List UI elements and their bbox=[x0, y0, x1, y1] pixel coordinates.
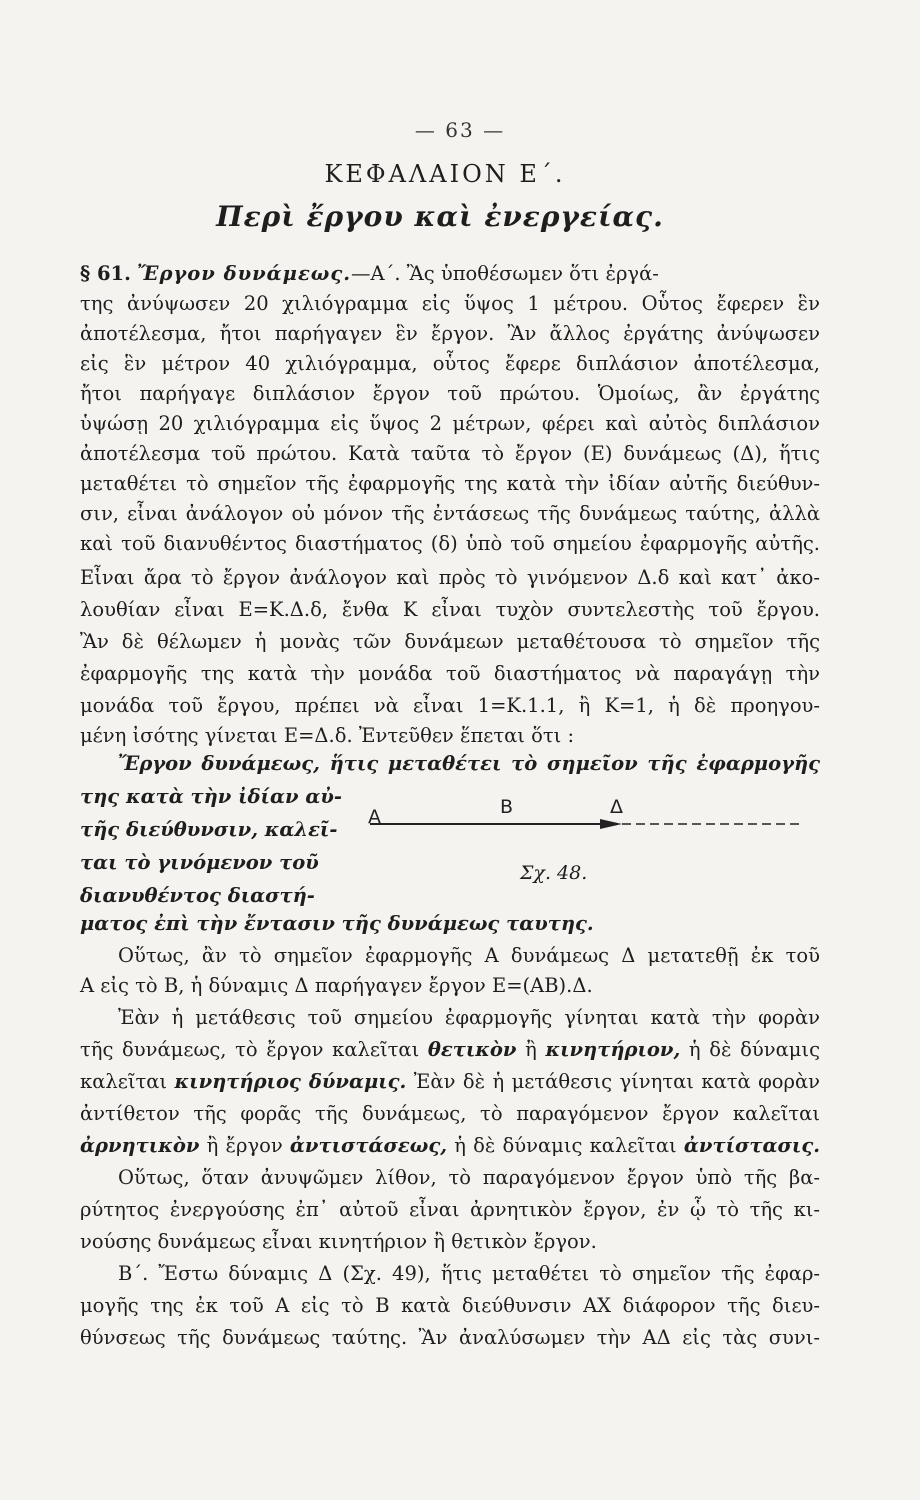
paragraph-line: ἐφαρμογῆς της κατὰ τὴν μονάδα τοῦ διαστήματος νὰ παραγάγῃ τὴν bbox=[80, 662, 820, 685]
definition-line: διανυθέντος διαστή- bbox=[80, 884, 315, 907]
paragraph-line: ὑψώσῃ 20 χιλιόγραμμα εἰς ὕψος 2 μέτρων, φέρει καὶ αὐτὸς διπλάσιον bbox=[80, 412, 820, 435]
page-title: Περὶ ἔργου καὶ ἐνεργείας. bbox=[216, 200, 664, 233]
paragraph-line: τῆς δυνάμεως, τὸ ἔργον καλεῖται θετικὸν ἢ κινητήριον, ἡ δὲ δύναμις bbox=[80, 1038, 820, 1061]
chapter-heading: ΚΕΦΑΛΑΙΟΝ Ε΄. bbox=[324, 160, 566, 188]
point-label-a: Α bbox=[368, 806, 381, 828]
paragraph-line: καλεῖται κινητήριος δύναμις. Ἐὰν δὲ ἡ μετάθεσις γίνηται κατὰ φορὰν bbox=[80, 1070, 821, 1093]
term-resistance-work: ἀντιστάσεως, bbox=[289, 1134, 447, 1157]
paragraph-line: μένη ἰσότης γίνεται Ε=Δ.δ. Ἐντεῦθεν ἕπεται ὅτι : bbox=[80, 724, 575, 747]
paragraph-line: εἰς ἓν μέτρον 40 χιλιόγραμμα, οὗτος ἔφερε διπλάσιον ἀποτέλεσμα, bbox=[80, 352, 820, 375]
definition-line: Ἔργον δυνάμεως, ἥτις μεταθέτει τὸ σημεῖον τῆς ἐφαρμογῆς bbox=[118, 752, 820, 775]
paragraph-line: ρύτητος ἐνεργούσης ἐπ᾿ αὐτοῦ εἶναι ἀρνητικὸν ἔργον, ἐν ᾧ τὸ τῆς κι- bbox=[80, 1198, 820, 1221]
page-number: — 63 — bbox=[414, 118, 506, 142]
paragraph-line: Ἂν δὲ θέλωμεν ἡ μονὰς τῶν δυνάμεων μεταθέτουσα τὸ σημεῖον τῆς bbox=[80, 630, 820, 653]
point-label-d: Δ bbox=[610, 796, 623, 818]
section-number: § 61. bbox=[80, 262, 131, 285]
paragraph-line: ἀρνητικὸν ἢ ἔργον ἀντιστάσεως, ἡ δὲ δύναμις καλεῖται ἀντίστασις. bbox=[80, 1134, 820, 1157]
definition-line: τῆς διεύθυνσιν, καλεῖ- bbox=[80, 818, 338, 841]
term-negative: ἀρνητικὸν bbox=[80, 1134, 200, 1157]
paragraph-line: μεταθέτει τὸ σημεῖον τῆς ἐφαρμογῆς της κατὰ τὴν ἰδίαν αὐτῆς διεύθυν- bbox=[80, 472, 820, 495]
paragraph-line: Εἶναι ἄρα τὸ ἔργον ἀνάλογον καὶ πρὸς τὸ γινόμενον Δ.δ καὶ κατ᾿ ἀκο- bbox=[80, 566, 820, 589]
paragraph-line: Β΄. Ἔστω δύναμις Δ (Σχ. 49), ἥτις μεταθέτει τὸ σημεῖον τῆς ἐφαρ- bbox=[118, 1262, 820, 1285]
definition-line: ματος ἐπὶ τὴν ἔντασιν τῆς δυνάμεως ταυτης. bbox=[80, 912, 594, 935]
arrow-head-icon bbox=[600, 819, 622, 829]
section-heading-tail: —Α΄. Ἂς ὑποθέσωμεν ὅτι ἐργά- bbox=[351, 262, 659, 285]
term-positive: θετικὸν bbox=[427, 1038, 517, 1061]
paragraph-line: μονάδα τοῦ ἔργου, πρέπει νὰ εἶναι 1=Κ.1.1, ἢ Κ=1, ἡ δὲ προηγου- bbox=[80, 694, 820, 717]
force-arrow-diagram bbox=[360, 800, 810, 860]
definition-line: ται τὸ γινόμενον τοῦ bbox=[80, 851, 319, 874]
paragraph-line: θύνσεως τῆς δυνάμεως ταύτης. Ἂν ἀναλύσωμεν τὴν ΑΔ εἰς τὰς συνι- bbox=[80, 1326, 820, 1349]
definition-line: της κατὰ τὴν ἰδίαν αὐ- bbox=[80, 785, 342, 808]
section-heading: Ἔργον δυνάμεως. bbox=[137, 262, 352, 285]
paragraph-line: Α εἰς τὸ Β, ἡ δύναμις Δ παρήγαγεν ἔργον Ε=(ΑΒ).Δ. bbox=[80, 974, 593, 997]
paragraph-line: ἀποτέλεσμα, ἤτοι παρήγαγεν ἓν ἔργον. Ἂν ἄλλος ἐργάτης ἀνύψωσεν bbox=[80, 322, 820, 345]
paragraph-line: ἀντίθετον τῆς φορᾶς τῆς δυνάμεως, τὸ παραγόμενον ἔργον καλεῖται bbox=[80, 1102, 820, 1125]
paragraph-line: Οὕτως, ὅταν ἀνυψῶμεν λίθον, τὸ παραγόμενον ἔργον ὑπὸ τῆς βα- bbox=[118, 1166, 820, 1189]
paragraph-line: Ἐὰν ἡ μετάθεσις τοῦ σημείου ἐφαρμογῆς γίνηται κατὰ τὴν φορὰν bbox=[118, 1006, 820, 1029]
paragraph-line: νούσης δυνάμεως εἶναι κινητήριον ἢ θετικὸν ἔργον. bbox=[80, 1230, 597, 1253]
figure-caption: Σχ. 48. bbox=[520, 862, 588, 884]
paragraph-line: λουθίαν εἶναι Ε=Κ.Δ.δ, ἔνθα Κ εἶναι τυχὸν συντελεστὴς τοῦ ἔργου. bbox=[80, 598, 820, 621]
paragraph-line: μογῆς της ἐκ τοῦ Α εἰς τὸ Β κατὰ διεύθυνσιν ΑΧ διάφορον τῆς διευ- bbox=[80, 1294, 820, 1317]
paragraph-line: Οὕτως, ἂν τὸ σημεῖον ἐφαρμογῆς Α δυνάμεως Δ μετατεθῇ ἐκ τοῦ bbox=[118, 944, 820, 967]
paragraph-line: ἀποτέλεσμα τοῦ πρώτου. Κατὰ ταῦτα τὸ ἔργον (Ε) δυνάμεως (Δ), ἥτις bbox=[80, 442, 820, 465]
section-heading-line bbox=[80, 262, 820, 285]
paragraph-line: ἤτοι παρήγαγε διπλάσιον ἔργον τοῦ πρώτου. Ὁμοίως, ἂν ἐργάτης bbox=[80, 382, 820, 405]
paragraph-line: καὶ τοῦ διανυθέντος διαστήματος (δ) ὑπὸ τοῦ σημείου ἐφαρμογῆς αὐτῆς. bbox=[80, 532, 820, 555]
point-label-b: Β bbox=[500, 796, 514, 818]
term-resistance: ἀντίστασις. bbox=[683, 1134, 820, 1157]
term-motive: κινητήριον, bbox=[545, 1038, 681, 1061]
paragraph-line: της ἀνύψωσεν 20 χιλιόγραμμα εἰς ὕψος 1 μέτρου. Οὗτος ἔφερεν ἓν bbox=[80, 292, 820, 315]
paragraph-line: σιν, εἶναι ἀνάλογον οὐ μόνον τῆς ἐντάσεως τῆς δυνάμεως ταύτης, ἀλλὰ bbox=[80, 502, 820, 525]
term-motive-force: κινητήριος δύναμις. bbox=[174, 1070, 407, 1093]
